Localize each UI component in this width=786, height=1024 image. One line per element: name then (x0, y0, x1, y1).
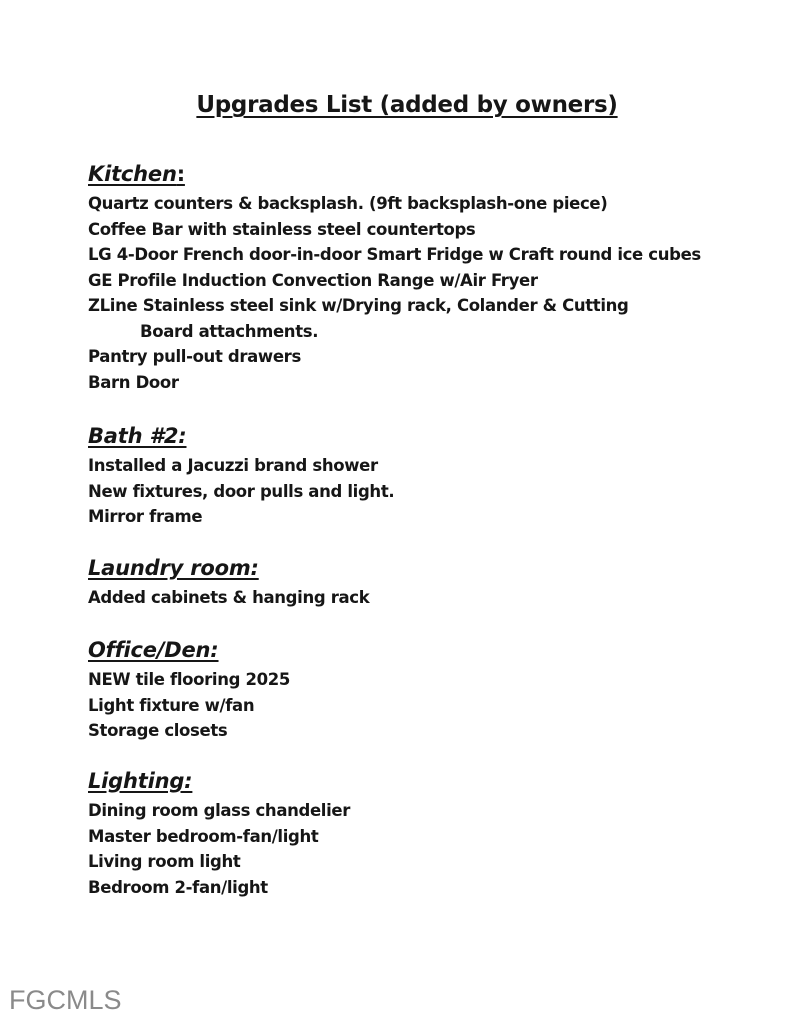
list-item: Coffee Bar with stainless steel countertops (88, 219, 476, 239)
section-laundry-room (88, 554, 768, 611)
section-heading-office-den: Office/Den: (88, 638, 219, 662)
list-item: NEW tile flooring 2025 (88, 670, 290, 689)
list-item: Quartz counters & backsplash. (9ft backsplash-one piece) (88, 194, 608, 213)
bath-item-list (88, 453, 768, 530)
list-item: Bedroom 2-fan/light (88, 877, 268, 897)
list-item: Living room light (88, 852, 241, 871)
document-title: Upgrades List (added by owners) (196, 92, 618, 118)
office-item-list (88, 667, 768, 744)
list-item: Pantry pull-out drawers (88, 347, 301, 366)
mls-watermark: FGCMLS (9, 985, 122, 1015)
section-heading-lighting: Lighting: (88, 769, 193, 793)
section-kitchen (88, 160, 768, 395)
list-item: Light fixture w/fan (88, 695, 255, 715)
section-office-den (88, 636, 768, 744)
lighting-item-list (88, 798, 768, 900)
laundry-item-list (88, 585, 768, 611)
list-item: Barn Door (88, 372, 179, 392)
list-item: Master bedroom-fan/light (88, 826, 319, 846)
list-item-continuation: Board attachments. (140, 321, 319, 341)
section-heading-kitchen-colon: : (176, 162, 185, 186)
section-heading-bath-2: Bath #2: (88, 424, 187, 448)
list-item: Installed a Jacuzzi brand shower (88, 456, 378, 475)
section-heading-kitchen-label: Kitchen (88, 162, 177, 186)
kitchen-item-list (88, 191, 768, 395)
list-item (88, 293, 768, 344)
list-item-text: ZLine Stainless steel sink w/Drying rack, Colander & Cutting (88, 296, 629, 315)
section-heading-laundry-room: Laundry room: (88, 556, 259, 580)
list-item: LG 4-Door French door-in-door Smart Fridge w Craft round ice cubes (88, 245, 701, 264)
list-item: Added cabinets & hanging rack (88, 588, 370, 607)
section-heading-kitchen (88, 160, 768, 188)
list-item: Mirror frame (88, 507, 203, 526)
list-item: GE Profile Induction Convection Range w/Air Fryer (88, 270, 538, 290)
section-lighting (88, 767, 768, 900)
list-item: Storage closets (88, 721, 228, 740)
section-bath-2 (88, 422, 768, 530)
list-item: Dining room glass chandelier (88, 801, 351, 820)
list-item: New fixtures, door pulls and light. (88, 481, 395, 501)
